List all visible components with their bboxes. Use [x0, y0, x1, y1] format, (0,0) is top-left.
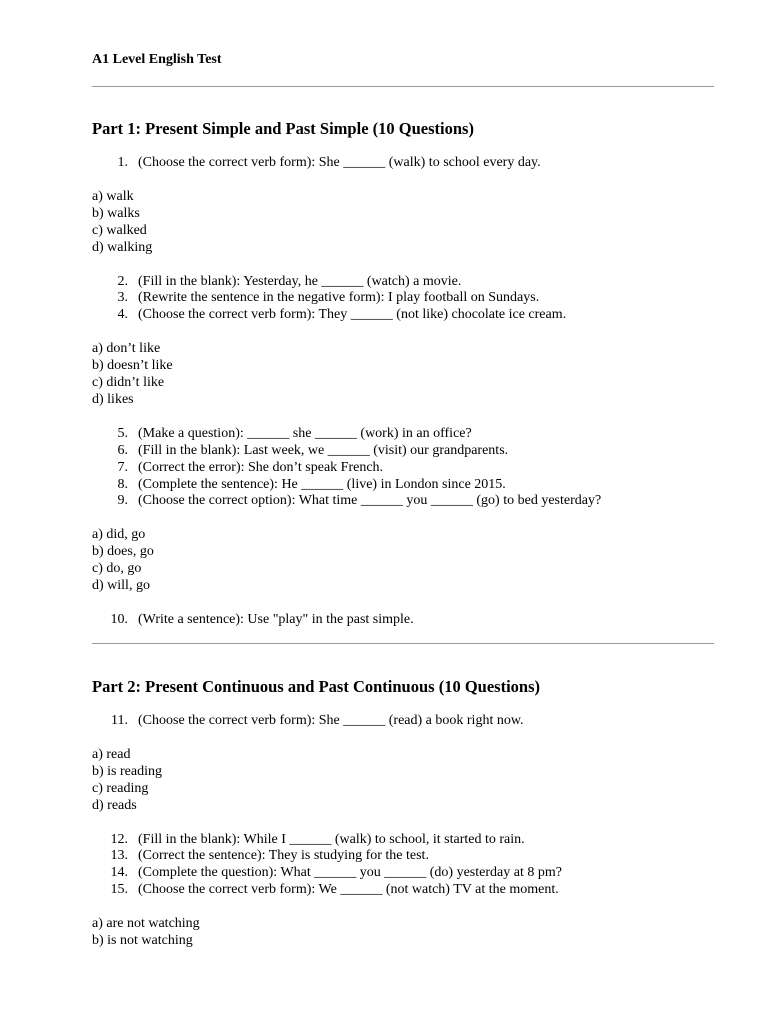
- question-number: 12.: [110, 831, 128, 847]
- question-number: 13.: [110, 848, 128, 864]
- part-1-heading: Part 1: Present Simple and Past Simple (10 Questions): [92, 119, 474, 138]
- question-text: (Make a question): ______ she ______ (work) in an office?: [138, 425, 472, 441]
- question-text: (Choose the correct verb form): She ______ (read) a book right now.: [138, 713, 524, 728]
- answer-option: d) walking: [92, 239, 153, 255]
- answer-option: b) doesn’t like: [92, 358, 173, 374]
- question-number: 5.: [117, 425, 128, 441]
- answer-option: a) read: [92, 746, 131, 762]
- answer-option: a) are not watching: [92, 916, 200, 932]
- question-number: 8.: [117, 476, 128, 492]
- question-text: (Choose the correct verb form): She ______ (walk) to school every day.: [138, 155, 541, 170]
- answer-option: b) does, go: [92, 544, 154, 560]
- question-number: 3.: [117, 290, 128, 306]
- question-number: 1.: [117, 155, 128, 170]
- question-text: (Fill in the blank): While I ______ (walk) to school, it started to rain.: [138, 831, 525, 847]
- answer-option: b) walks: [92, 205, 140, 221]
- answer-option: d) likes: [92, 391, 134, 407]
- question-text: (Fill in the blank): Last week, we ______ (visit) our grandparents.: [138, 442, 509, 458]
- question-text: (Fill in the blank): Yesterday, he ______ (watch) a movie.: [138, 273, 462, 289]
- part-2-heading: Part 2: Present Continuous and Past Continuous (10 Questions): [92, 677, 540, 696]
- answer-option: b) is reading: [92, 763, 162, 779]
- question-number: 2.: [117, 273, 128, 289]
- question-text: (Complete the question): What ______ you ______ (do) yesterday at 8 pm?: [138, 865, 562, 881]
- question-number: 15.: [110, 882, 128, 898]
- document-title: A1 Level English Test: [92, 52, 222, 67]
- question-number: 14.: [110, 865, 128, 881]
- horizontal-divider: [92, 86, 714, 87]
- question-text: (Choose the correct option): What time ______ you ______ (go) to bed yesterday?: [138, 493, 602, 509]
- question-number: 9.: [117, 493, 128, 509]
- question-text: (Correct the error): She don’t speak French.: [138, 459, 384, 475]
- answer-option: d) will, go: [92, 578, 150, 593]
- question-number: 10.: [110, 611, 128, 627]
- question-number: 11.: [111, 713, 128, 728]
- question-text: (Write a sentence): Use "play" in the past simple.: [138, 611, 414, 627]
- answer-option: d) reads: [92, 797, 137, 813]
- answer-option: c) didn’t like: [92, 375, 165, 390]
- answer-option: c) do, go: [92, 561, 142, 577]
- question-text: (Choose the correct verb form): They ______ (not like) chocolate ice cream.: [138, 307, 567, 323]
- question-text: (Rewrite the sentence in the negative form): I play football on Sundays.: [138, 290, 540, 306]
- question-text: (Complete the sentence): He ______ (live) in London since 2015.: [138, 476, 506, 492]
- question-number: 6.: [117, 442, 128, 458]
- answer-option: b) is not watching: [92, 933, 193, 948]
- answer-option: a) walk: [92, 188, 134, 204]
- answer-option: a) did, go: [92, 527, 146, 543]
- question-number: 4.: [117, 307, 128, 323]
- answer-option: c) walked: [92, 222, 147, 238]
- question-text: (Correct the sentence): They is studying for the test.: [138, 848, 429, 864]
- answer-option: a) don’t like: [92, 341, 161, 357]
- question-text: (Choose the correct verb form): We ______ (not watch) TV at the moment.: [138, 882, 559, 898]
- question-number: 7.: [117, 459, 128, 475]
- horizontal-divider: [92, 643, 714, 644]
- answer-option: c) reading: [92, 780, 149, 796]
